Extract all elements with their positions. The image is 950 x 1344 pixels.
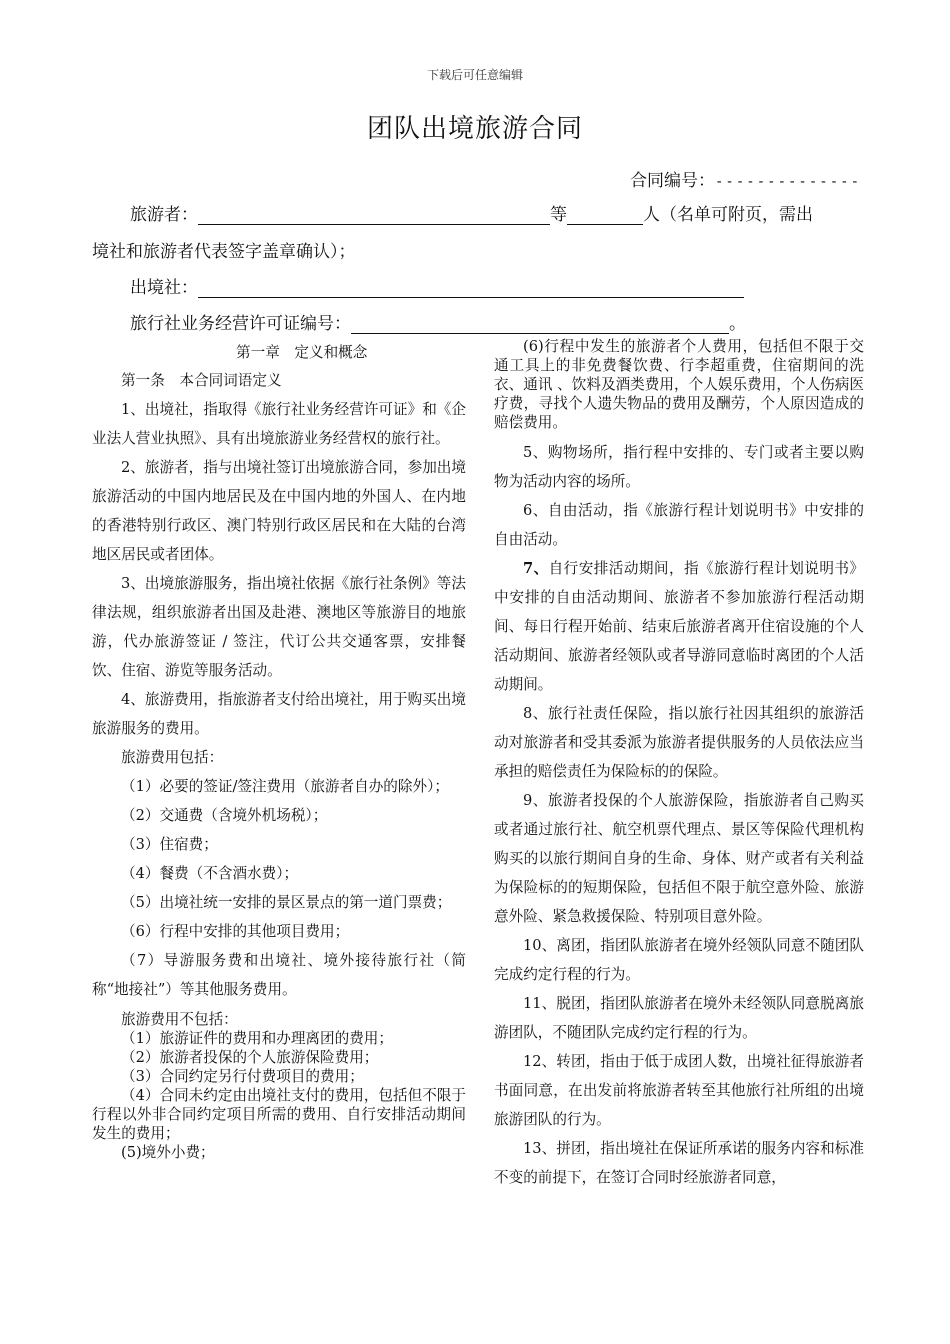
contract-number [630, 166, 861, 191]
watermark-text: 下载后可任意编辑 [426, 68, 523, 82]
license-line [130, 309, 746, 334]
fee-excludes-item-1: （1）旅游证件的费用和办理离团的费用； [121, 1030, 393, 1047]
def-p11: 11、脱团，指团队旅游者在境外未经领队同意脱离旅游团队，不随团队完成约定行程的行为。 [494, 995, 864, 1041]
fee-excludes-item-2: （2）旅游者投保的个人旅游保险费用； [121, 1049, 379, 1066]
fee-includes-item-5: （5）出境社统一安排的景区景点的第一道门票费； [121, 894, 452, 911]
fee-includes-item-6: （6）行程中安排的其他项目费用； [121, 923, 350, 940]
article-heading: 第一条 本合同词语定义 [121, 372, 282, 389]
tourist-label: 旅游者： [130, 205, 198, 225]
def-p7 [494, 554, 864, 699]
def-p10: 10、离团，指团队旅游者在境外经领队同意不随团队完成约定行程的行为。 [494, 937, 864, 983]
document-title: 团队出境旅游合同 [366, 114, 583, 144]
fee-excludes-item-4: （4）合同未约定由出境社支付的费用，包括但不限于行程以外非合同约定项目所需的费用、自行安排活动期间发生的费用； [92, 1087, 466, 1142]
def-p9: 9、旅游者投保的个人旅游保险，指旅游者自己购买或者通过旅行社、航空机票代理点、景区等保险代理机构购买的以旅行期间自身的生命、身体、财产或者有关利益为保险标的的短期保险，包括但不限于航空意外险、旅游意外险、紧急救援保险、特别项目意外险。 [494, 792, 864, 925]
def-p3: 3、出境旅游服务，指出境社依据《旅行社条例》等法律法规，组织旅游者出国及赴港、澳地区等旅游目的地旅游，代办旅游签证 / 签注，代订公共交通客票，安排餐饮、住宿、游览等服务活动。 [92, 575, 466, 679]
def-p8: 8、旅行社责任保险，指以旅行社因其组织的旅游活动对旅游者和受其委派为旅游者提供服务的人员依法应当承担的赔偿责任为保险标的的保险。 [494, 705, 864, 780]
fee-includes-item-7: （7）导游服务费和出境社、境外接待旅行社（简称“地接社”）等其他服务费用。 [92, 952, 466, 998]
count-prefix: 等 [550, 205, 567, 225]
contract-number-value: -------------- [715, 174, 862, 190]
def-p13: 13、拼团，指出境社在保证所承诺的服务内容和标准不变的前提下，在签订合同时经旅游者同意， [494, 1140, 864, 1186]
license-end: 。 [729, 314, 746, 334]
tourist-count-blank[interactable] [567, 207, 643, 225]
fee-excludes-item-3: （3）合同约定另行付费项目的费用； [121, 1068, 364, 1085]
fee-includes-item-2: （2）交通费（含境外机场税）； [121, 807, 328, 824]
count-suffix: 人（名单可附页，需出 [643, 205, 813, 225]
tourist-name-blank[interactable] [198, 207, 550, 225]
fee-includes-item-3: （3）住宿费； [121, 836, 218, 853]
def-p1: 1、出境社，指取得《旅行社业务经营许可证》和《企业法人营业执照》、具有出境旅游业务经营权的旅行社。 [92, 401, 466, 447]
chapter-heading: 第一章 定义和概念 [236, 344, 368, 361]
agency-line [130, 273, 744, 298]
def-p6: 6、自由活动，指《旅游行程计划说明书》中安排的自由活动。 [494, 502, 864, 548]
fee-excludes-item-6: (6)行程中发生的旅游者个人费用，包括但不限于交通工具上的非免费餐饮费、行李超重费，住宿期间的洗衣、通讯 、饮料及酒类费用，个人娱乐费用，个人伤病医疗费，寻找个人遗失物品的费用及酬劳，个人原因造成的赔偿费用。 [494, 338, 864, 431]
def-p7-text: 自行安排活动期间，指《旅游行程计划说明书》中安排的自由活动期间、旅游者不参加旅游行程活动期间、每日行程开始前、结束后旅游者离开住宿设施的个人活动期间、旅游者经领队或者导游同意临时离团的个人活动期间。 [494, 560, 864, 693]
def-p7-number: 7、 [523, 560, 549, 577]
def-p5: 5、购物场所，指行程中安排的、专门或者主要以购物为活动内容的场所。 [494, 444, 864, 490]
fee-includes-item-1: （1）必要的签证/签注费用（旅游者自办的除外）； [121, 778, 449, 795]
right-column [494, 337, 864, 1192]
tourist-line [130, 200, 813, 225]
contract-number-label: 合同编号： [630, 171, 715, 191]
license-label: 旅行社业务经营许可证编号： [130, 314, 351, 334]
fee-includes-item-4: （4）餐费（不含酒水费）； [121, 865, 299, 882]
left-column [92, 343, 466, 1162]
def-p4: 4、旅游费用，指旅游者支付给出境社，用于购买出境旅游服务的费用。 [92, 691, 466, 737]
fee-excludes-item-5: (5)境外小费； [121, 1144, 215, 1161]
fee-excludes-heading: 旅游费用不包括： [121, 1011, 238, 1028]
agency-label: 出境社： [130, 278, 198, 298]
def-p2: 2、旅游者，指与出境社签订出境旅游合同，参加出境旅游活动的中国内地居民及在中国内地的外国人、在内地的香港特别行政区、澳门特别行政区居民和在大陆的台湾地区居民或者团体。 [92, 459, 466, 563]
license-number-blank[interactable] [351, 316, 729, 334]
agency-name-blank[interactable] [198, 280, 744, 298]
fee-includes-heading: 旅游费用包括： [121, 749, 224, 766]
def-p12: 12、转团，指由于低于成团人数，出境社征得旅游者书面同意，在出发前将旅游者转至其他旅行社所组的出境旅游团队的行为。 [494, 1053, 864, 1128]
tourist-line-cont: 境社和旅游者代表签字盖章确认）； [92, 242, 356, 262]
